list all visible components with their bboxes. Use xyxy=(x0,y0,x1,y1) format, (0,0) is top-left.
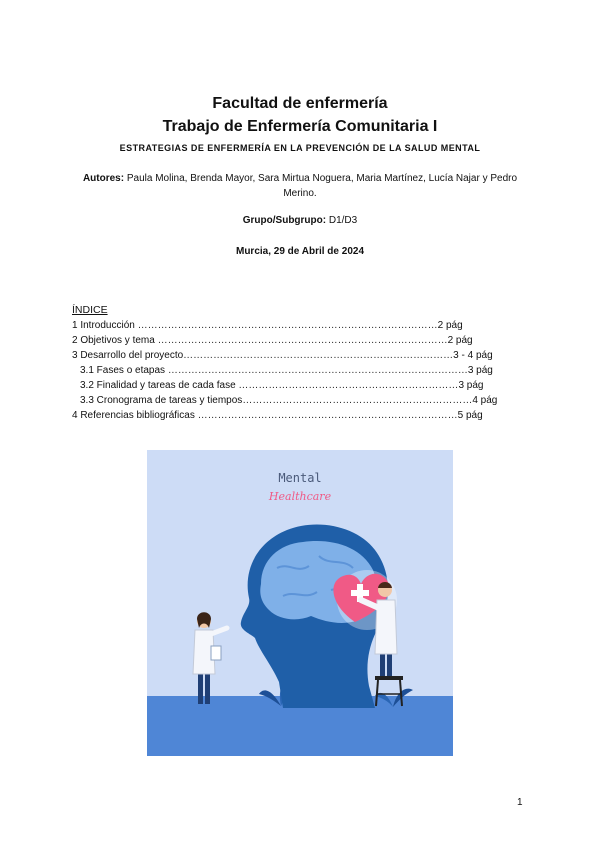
toc-leader-dots: …………………………………………………………………… xyxy=(194,410,458,421)
toc-item-label: 2 Objetivos y tema xyxy=(72,335,155,346)
toc-item-page: 3 pág xyxy=(467,365,493,376)
toc-item xyxy=(72,318,532,333)
toc-leader-dots: ……………………………………………………………………… xyxy=(183,350,454,361)
toc-item-label: 4 Referencias bibliográficas xyxy=(72,410,195,421)
toc-item-page: 3 - 4 pág xyxy=(453,350,493,361)
group-label: Grupo/Subgrupo: xyxy=(242,215,327,226)
toc-leader-dots: …………………………………………………………… xyxy=(242,395,473,406)
mental-healthcare-illustration xyxy=(147,450,453,756)
group-value: D1/D3 xyxy=(328,215,358,226)
group-line xyxy=(0,215,600,226)
authors-label: Autores: xyxy=(82,173,125,184)
page-number: 1 xyxy=(517,797,523,808)
faculty-title: Facultad de enfermería xyxy=(212,95,388,112)
toc-item-label: 3.2 Finalidad y tareas de cada fase xyxy=(80,380,236,391)
toc-item-page: 5 pág xyxy=(457,410,483,421)
toc-item-page: 3 pág xyxy=(458,380,484,391)
toc-item xyxy=(72,378,532,393)
toc-heading: ÍNDICE xyxy=(72,304,108,316)
table-of-contents xyxy=(72,303,532,423)
toc-item-page: 4 pág xyxy=(472,395,498,406)
toc-leader-dots: ……………………………………………………………………………… xyxy=(134,320,438,331)
course-title: Trabajo de Enfermería Comunitaria I xyxy=(162,118,438,135)
illustration-title-healthcare: Healthcare xyxy=(268,490,332,503)
toc-leader-dots: …………………………………………………………………………… xyxy=(154,335,448,346)
toc-item-label: 1 Introducción xyxy=(72,320,135,331)
toc-item-label: 3 Desarrollo del proyecto xyxy=(72,350,184,361)
toc-item-label: 3.1 Fases o etapas xyxy=(80,365,166,376)
illustration-title-mental: Mental xyxy=(278,471,322,485)
toc-item xyxy=(72,393,532,408)
toc-item xyxy=(72,348,532,363)
toc-leader-dots: ………………………………………………………… xyxy=(235,380,459,391)
authors-names: Paula Molina, Brenda Mayor, Sara Mirtua Noguera, Maria Martínez, Lucía Najar y Pedro Merino. xyxy=(126,173,518,199)
toc-item xyxy=(72,333,532,348)
toc-item-label: 3.3 Cronograma de tareas y tiempos xyxy=(80,395,243,406)
toc-item xyxy=(72,408,532,423)
document-date: Murcia, 29 de Abril de 2024 xyxy=(235,246,365,257)
document-subtitle: ESTRATEGIAS DE ENFERMERÍA EN LA PREVENCIÓN DE LA SALUD MENTAL xyxy=(119,143,481,153)
authors-line xyxy=(75,171,525,201)
toc-item xyxy=(72,363,532,378)
toc-item-page: 2 pág xyxy=(447,335,473,346)
toc-item-page: 2 pág xyxy=(437,320,463,331)
clipboard-icon xyxy=(211,646,221,660)
toc-leader-dots: ……………………………………………………………………………… xyxy=(165,365,468,376)
